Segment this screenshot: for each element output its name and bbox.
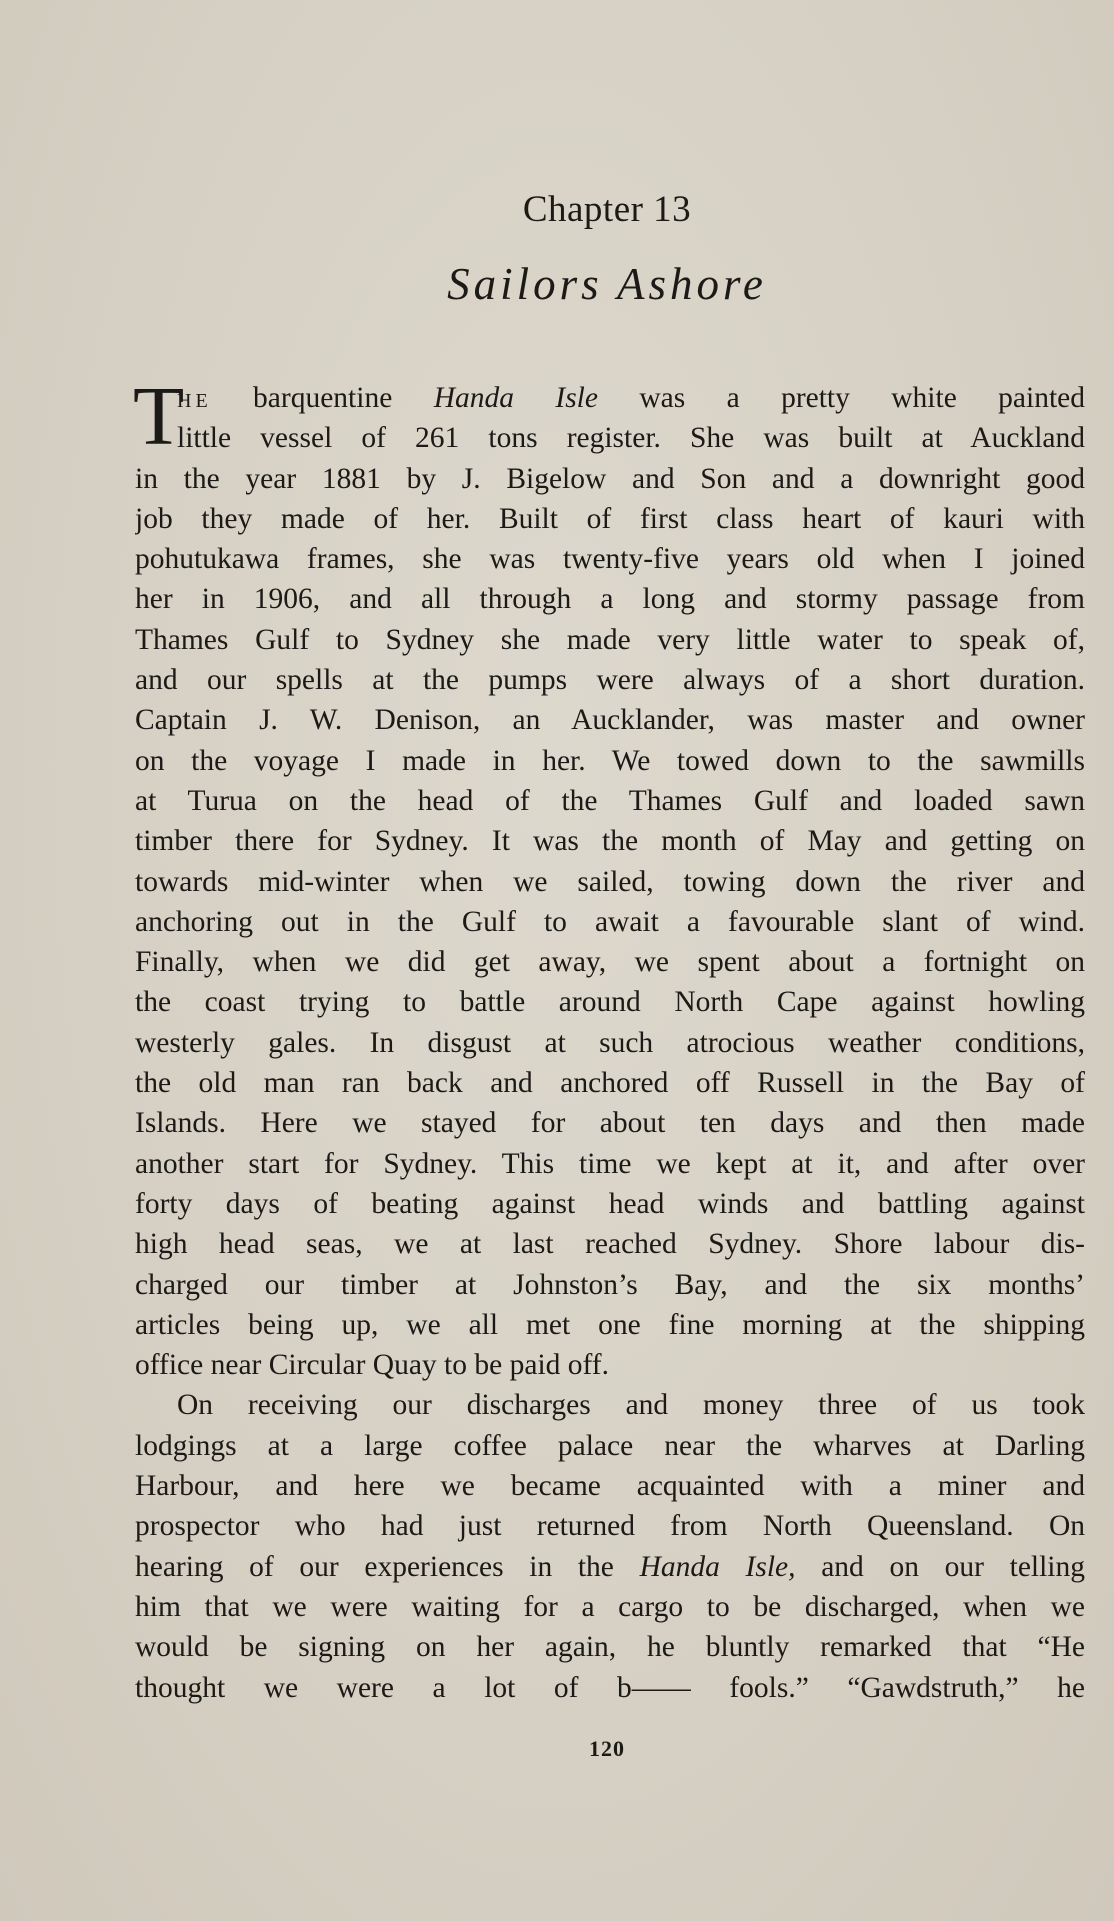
text-line: Captain J. W. Denison, an Aucklander, was master and owner <box>135 704 1085 737</box>
text-line: at Turua on the head of the Thames Gulf and loaded sawn <box>135 784 1085 817</box>
body-text <box>133 370 1085 1708</box>
text-line: prospector who had just returned from North Queensland. On <box>135 1510 1085 1543</box>
text-line: would be signing on her again, he bluntly remarked that “He <box>135 1631 1085 1664</box>
text-line: Thames Gulf to Sydney she made very little water to speak of, <box>135 623 1085 656</box>
text-line: in the year 1881 by J. Bigelow and Son and a downright good <box>135 462 1085 495</box>
text-line: the old man ran back and anchored off Russell in the Bay of <box>135 1067 1085 1100</box>
ship-name: Handa Isle, <box>639 1550 796 1583</box>
ship-name: Handa Isle <box>433 382 598 414</box>
text-line: the coast trying to battle around North Cape against howling <box>135 986 1085 1019</box>
text-line: little vessel of 261 tons register. She was built at Auckland <box>177 422 1085 455</box>
text-line: Finally, when we did get away, we spent about a fortnight on <box>135 946 1085 979</box>
text-line: on the voyage I made in her. We towed down to the sawmills <box>135 744 1085 777</box>
text-line: job they made of her. Built of first class heart of kauri with <box>135 502 1085 535</box>
text-line: another start for Sydney. This time we kept at it, and after over <box>135 1147 1085 1180</box>
text-line: him that we were waiting for a cargo to be discharged, when we <box>135 1590 1085 1623</box>
text-line: thought we were a lot of b—— fools.” “Gawdstruth,” he <box>135 1671 1085 1704</box>
text-line: westerly gales. In disgust at such atrocious weather conditions, <box>135 1026 1085 1059</box>
text-line: Islands. Here we stayed for about ten days and then made <box>135 1107 1085 1140</box>
text-line: HE barquentine Handa Isle was a pretty white painted <box>177 382 1085 414</box>
text-line: On receiving our discharges and money three of us took <box>177 1389 1085 1422</box>
text-line: high head seas, we at last reached Sydney. Shore labour dis- <box>135 1228 1085 1261</box>
text-line: office near Circular Quay to be paid off. <box>135 1349 610 1382</box>
text-line: articles being up, we all met one fine morning at the shipping <box>135 1308 1085 1341</box>
drop-cap: T <box>133 370 185 463</box>
text-line: lodgings at a large coffee palace near the wharves at Darling <box>135 1429 1085 1462</box>
chapter-title: Sailors Ashore <box>447 259 767 309</box>
small-caps-word: HE <box>177 390 212 412</box>
text-line: timber there for Sydney. It was the month of May and getting on <box>135 825 1085 858</box>
text-line: anchoring out in the Gulf to await a favourable slant of wind. <box>135 905 1085 938</box>
text-line: hearing of our experiences in the Handa Isle, and on our telling <box>135 1550 1085 1583</box>
text-line: her in 1906, and all through a long and stormy passage from <box>135 583 1085 616</box>
text-line: Harbour, and here we became acquainted with a miner and <box>135 1470 1085 1503</box>
text-line: charged our timber at Johnston’s Bay, and the six months’ <box>135 1268 1085 1301</box>
text-line: towards mid-winter when we sailed, towing down the river and <box>135 865 1085 898</box>
text-line: and our spells at the pumps were always of a short duration. <box>135 664 1085 697</box>
text-line: forty days of beating against head winds and battling against <box>135 1187 1085 1220</box>
chapter-number: Chapter 13 <box>522 189 692 230</box>
text-line: pohutukawa frames, she was twenty-five years old when I joined <box>135 543 1085 576</box>
page-number: 120 <box>589 1736 625 1761</box>
